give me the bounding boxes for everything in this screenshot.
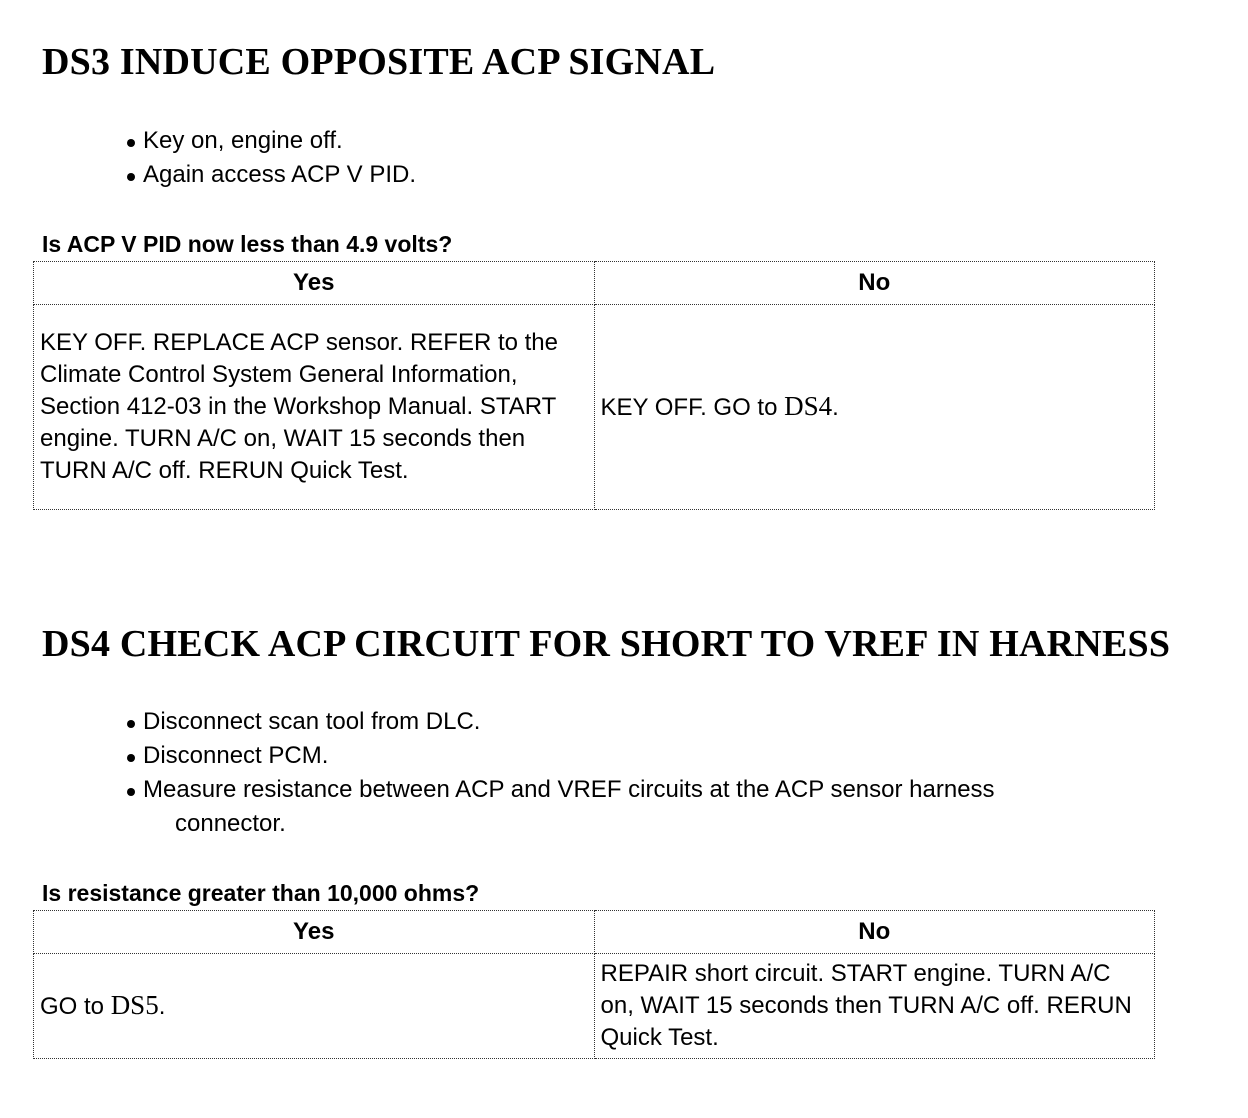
- question-ds3: Is ACP V PID now less than 4.9 volts?: [42, 231, 453, 257]
- instruction-list-ds3: [124, 124, 416, 192]
- no-action-text: KEY OFF. GO to: [600, 394, 785, 421]
- bullet-dot-icon: [127, 139, 135, 147]
- instruction-text: Again access ACP V PID.: [143, 161, 417, 188]
- yes-action-suffix: .: [158, 993, 166, 1020]
- no-action-cell: REPAIR short circuit. START engine. TURN A/C on, WAIT 15 seconds then TURN A/C off. RERUN Quick Test.: [594, 954, 1155, 1059]
- instruction-text: Disconnect scan tool from DLC.: [143, 708, 481, 735]
- question-ds4: Is resistance greater than 10,000 ohms?: [42, 880, 480, 906]
- bullet-dot-icon: [127, 720, 135, 728]
- result-table-ds4: [33, 910, 1155, 1059]
- result-table-ds3: [33, 261, 1155, 510]
- yes-header: Yes: [34, 911, 595, 954]
- instruction-item: [124, 739, 995, 773]
- no-action-suffix: .: [832, 394, 839, 421]
- step-title-ds4: DS4 CHECK ACP CIRCUIT FOR SHORT TO VREF IN HARNESS: [42, 623, 1171, 665]
- no-action-cell: [594, 305, 1155, 510]
- step-link-ds4[interactable]: DS4: [784, 391, 833, 421]
- instruction-text: Measure resistance between ACP and VREF circuits at the ACP sensor harness: [143, 776, 995, 803]
- no-header: No: [594, 262, 1155, 305]
- instruction-text-continued: connector.: [175, 810, 286, 837]
- yes-header: Yes: [34, 262, 595, 305]
- yes-action-cell: [34, 954, 595, 1059]
- instruction-item: [124, 705, 995, 739]
- yes-action-text: GO to: [40, 993, 111, 1020]
- table-header-row: [34, 262, 1155, 305]
- bullet-dot-icon: [127, 788, 135, 796]
- table-header-row: [34, 911, 1155, 954]
- no-header: No: [594, 911, 1155, 954]
- instruction-item: [124, 773, 995, 841]
- instruction-text: Disconnect PCM.: [143, 742, 329, 769]
- step-title-ds3: DS3 INDUCE OPPOSITE ACP SIGNAL: [42, 41, 716, 83]
- instruction-item: [124, 124, 416, 158]
- bullet-dot-icon: [127, 754, 135, 762]
- step-link-ds5[interactable]: DS5: [110, 990, 159, 1020]
- instruction-item: [124, 158, 416, 192]
- instruction-list-ds4: [124, 705, 995, 841]
- table-row: [34, 954, 1155, 1059]
- yes-action-cell: KEY OFF. REPLACE ACP sensor. REFER to the Climate Control System General Information, Section 412-03 in the Workshop Manual. START engine. TURN A/C on, WAIT 15 seconds then TURN A/C off. RERUN Quick Test.: [34, 305, 595, 510]
- table-row: [34, 305, 1155, 510]
- bullet-dot-icon: [127, 173, 135, 181]
- instruction-text: Key on, engine off.: [143, 127, 343, 154]
